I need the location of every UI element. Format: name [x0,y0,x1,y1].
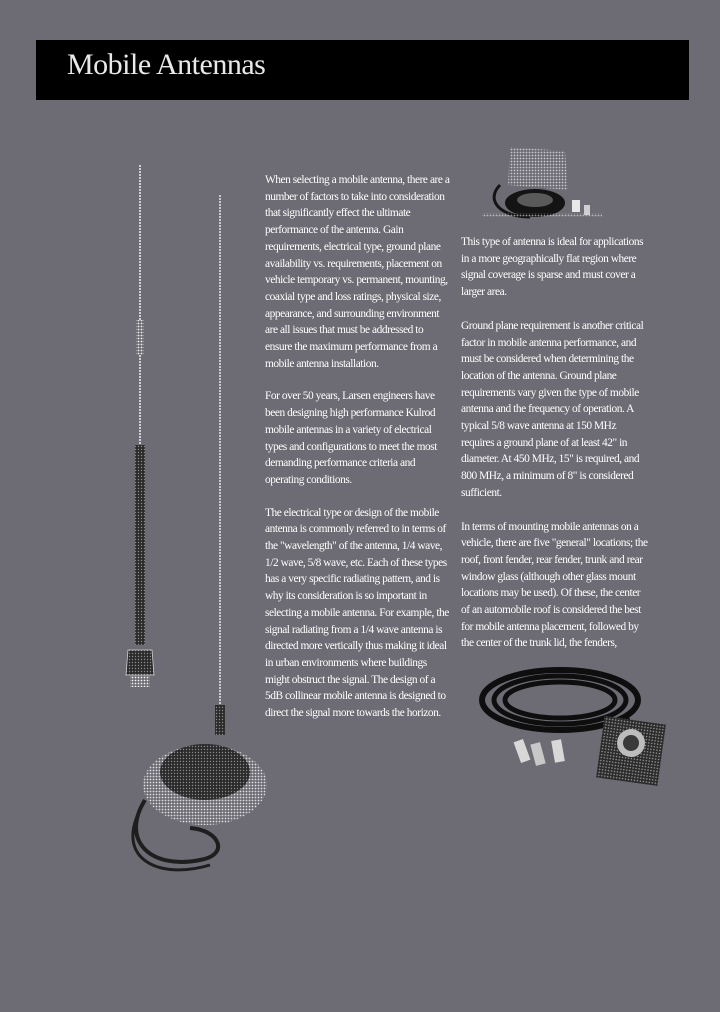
paragraph-electrical-type: The electrical type or design of the mobile antenna is commonly referred to in terms of the "wavelength" of the antenna, 1/4 wave, 1/2 wave, 5/8 wave, etc. Each of these types has a very specific radiating pattern, and is why its consideration is so important in selecting a mobile antenna. For example, the signal radiating from a 1/4 wave antenna is directed more vertically thus making it ideal in urban environments where buildings might obstruct the signal. The design of a 5dB collinear mobile antenna is designed to direct the signal more towards the horizon. [265,506,449,720]
paragraph-mounting: In terms of mounting mobile antennas on a vehicle, there are five "general" locations; the roof, front fender, rear fender, trunk and rear window glass (although other glass mount locations may be used). Of these, the center of an automobile roof is considered the best for mobile antenna placement, followed by the center of the trunk lid, the fenders, [461,520,648,650]
antenna-illustration-left [110,160,270,890]
text-column-right [461,234,648,669]
text-column-middle [265,172,452,738]
page-title: Mobile Antennas [67,48,266,81]
paragraph-larsen-history: For over 50 years, Larsen engineers have been designing high performance Kulrod mobile antennas in a variety of electrical types and configurations to meet the most demanding performance criteria and operating conditions. [265,390,437,486]
paragraph-intro: When selecting a mobile antenna, there are a number of factors to take into consideration that significantly effect the ultimate performance of the antenna. Gain requirements, electrical type, ground plane availability vs. requirements, placement on vehicle temporary vs. permanent, mounting, coaxial type and loss ratings, physical size, appearance, and surrounding environment are all issues that must be addressed to ensure the maximum performance from a mobile antenna installation. [265,174,450,370]
paragraph-ground-plane: Ground plane requirement is another critical factor in mobile antenna performance, and must be considered when determining the location of the antenna. Ground plane requirements vary given the type of mobile antenna and the frequency of operation. A typical 5/8 wave antenna at 150 MHz requires a ground plane of at least 42" in diameter. At 450 MHz, 15" is required, and 800 MHz, a minimum of 8" is considered sufficient. [461,319,644,499]
paragraph-flat-region: This type of antenna is ideal for applications in a more geographically flat region where signal coverage is sparse and must cover a larger area. [461,236,644,299]
antenna-mount-photo-top [480,145,605,225]
title-bar [36,40,689,100]
cable-kit-photo-bottom [475,655,670,790]
